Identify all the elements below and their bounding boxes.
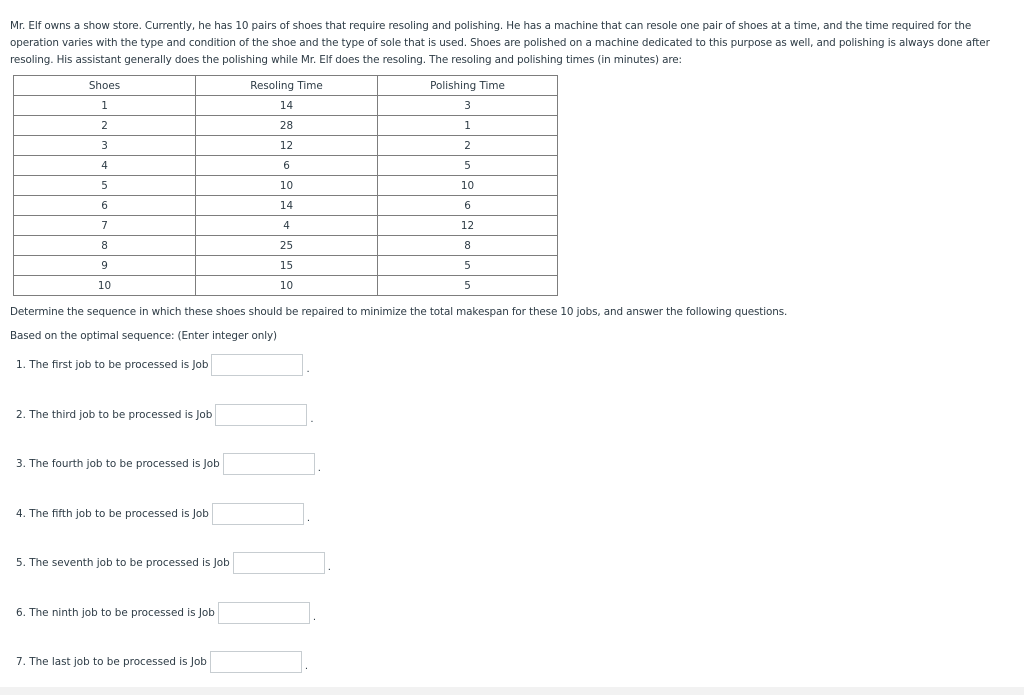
table-row [14,236,558,256]
resoling-cell: 25 [196,236,378,256]
polishing-cell: 5 [378,276,558,296]
answer-5-input[interactable] [233,552,325,574]
question-2-label: 2. The third job to be processed is Job [16,409,213,421]
question-6 [16,602,316,624]
table-header-row [14,76,558,96]
shoe-cell: 10 [14,276,196,296]
answer-5-period: . [327,561,331,573]
problem-intro: Mr. Elf owns a show store. Currently, he has 10 pairs of shoes that require resoling and polishing. He has a machine that can resole one pair of shoes at a time, and the time required for the operation varies with the type and condition of the shoe and the type of sole that is used. Shoes are polished on a machine dedicated to this purpose as well, and polishing is always done after resoling. His assistant generally does the polishing while Mr. Elf does the resoling. The resoling and polishing times (in minutes) are: [10,20,990,66]
shoe-cell: 7 [14,216,196,236]
answer-1-input[interactable] [211,354,303,376]
column-header-resoling: Resoling Time [196,76,378,96]
table-row [14,136,558,156]
answer-4-input[interactable] [212,503,304,525]
table-row [14,196,558,216]
resoling-cell: 12 [196,136,378,156]
resoling-cell: 6 [196,156,378,176]
shoe-cell: 1 [14,96,196,116]
polishing-cell: 8 [378,236,558,256]
question-7-label: 7. The last job to be processed is Job [16,656,207,668]
answer-7-period: . [304,660,309,672]
answer-1-period: . [306,363,310,375]
question-6-label: 6. The ninth job to be processed is Job [16,607,215,619]
shoe-cell: 4 [14,156,196,176]
table-row [14,156,558,176]
table-row [14,216,558,236]
polishing-cell: 5 [378,156,558,176]
resoling-cell: 14 [196,196,378,216]
column-header-polishing: Polishing Time [378,76,558,96]
polishing-cell: 2 [378,136,558,156]
table-row [14,256,558,276]
table-row [14,116,558,136]
answer-6-input[interactable] [218,602,310,624]
table-row [14,96,558,116]
question-5 [16,552,331,574]
question-2 [16,404,314,426]
column-header-shoes: Shoes [14,76,196,96]
answer-6-period: . [312,611,317,623]
resoling-cell: 15 [196,256,378,276]
answer-3-period: . [317,462,321,474]
question-5-label: 5. The seventh job to be processed is Job [16,557,230,569]
question-3 [16,453,321,475]
shoe-cell: 8 [14,236,196,256]
shoe-cell: 5 [14,176,196,196]
question-4-label: 4. The fifth job to be processed is Job [16,508,209,520]
question-1 [16,354,310,376]
answer-4-period: . [306,512,311,524]
polishing-cell: 6 [378,196,558,216]
question-3-label: 3. The fourth job to be processed is Job [16,458,220,470]
question-7 [16,651,308,673]
polishing-cell: 10 [378,176,558,196]
resoling-cell: 4 [196,216,378,236]
note-text: Based on the optimal sequence: (Enter integer only) [10,330,277,342]
table-row [14,176,558,196]
shoe-cell: 9 [14,256,196,276]
times-table [13,75,558,296]
resoling-cell: 10 [196,276,378,296]
answer-2-period: . [310,413,314,425]
question-1-label: 1. The first job to be processed is Job [16,359,209,371]
answer-3-input[interactable] [223,453,315,475]
polishing-cell: 5 [378,256,558,276]
table-row [14,276,558,296]
instruction-text: Determine the sequence in which these shoes should be repaired to minimize the total makespan for these 10 jobs, and answer the following questions. [10,306,788,318]
polishing-cell: 3 [378,96,558,116]
resoling-cell: 10 [196,176,378,196]
bottom-bar [0,687,1024,695]
shoe-cell: 2 [14,116,196,136]
polishing-cell: 12 [378,216,558,236]
polishing-cell: 1 [378,116,558,136]
resoling-cell: 14 [196,96,378,116]
resoling-cell: 28 [196,116,378,136]
question-4 [16,503,310,525]
shoe-cell: 6 [14,196,196,216]
answer-2-input[interactable] [215,404,307,426]
answer-7-input[interactable] [210,651,302,673]
shoe-cell: 3 [14,136,196,156]
